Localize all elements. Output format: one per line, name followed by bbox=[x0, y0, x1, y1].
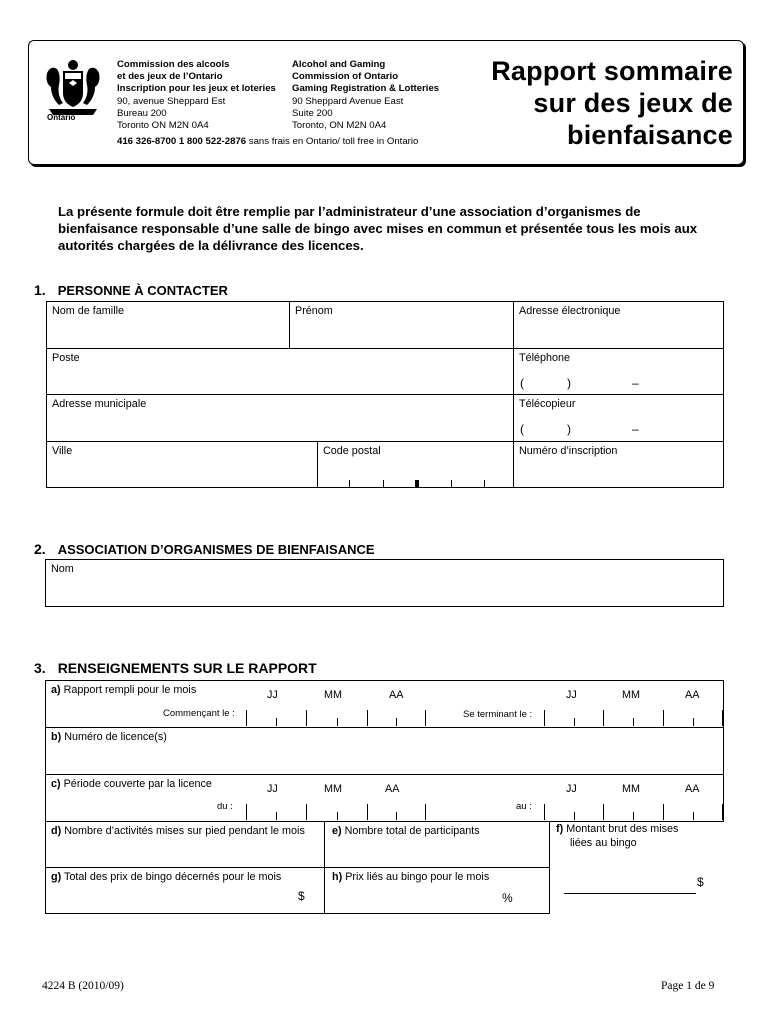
telephone-dash: – bbox=[632, 376, 639, 390]
participants-total-label bbox=[332, 825, 480, 837]
date-box-divider bbox=[633, 812, 634, 820]
start-date-label: Commençant le : bbox=[163, 708, 235, 719]
date-box-divider bbox=[276, 718, 277, 726]
item-text: Période couverte par la licence bbox=[63, 778, 212, 790]
date-box-divider bbox=[544, 804, 545, 820]
logo-caption: Ontario bbox=[47, 113, 76, 122]
start-month-header: MM bbox=[324, 689, 342, 701]
item-text: Numéro de licence(s) bbox=[64, 731, 167, 743]
address-fr-line: Inscription pour les jeux et loteries bbox=[117, 83, 276, 95]
license-number-label bbox=[51, 731, 167, 743]
section1-heading bbox=[34, 282, 228, 298]
title-line: sur des jeux de bbox=[533, 88, 733, 118]
item-letter: b) bbox=[51, 731, 62, 743]
section2-number: 2. bbox=[34, 541, 46, 557]
date-box-divider bbox=[544, 710, 545, 726]
date-box-divider bbox=[396, 718, 397, 726]
item-text: Nombre d’activités mises sur pied pendant le mois bbox=[64, 825, 305, 837]
item-letter: a) bbox=[51, 684, 61, 696]
date-box-divider bbox=[425, 710, 426, 726]
header-box bbox=[28, 40, 744, 165]
item-letter: g) bbox=[51, 871, 62, 883]
telephone-label: Téléphone bbox=[519, 352, 571, 364]
address-en-line: Commission of Ontario bbox=[292, 71, 399, 83]
form-id: 4224 B (2010/09) bbox=[42, 980, 124, 992]
license-period-label bbox=[51, 778, 212, 790]
section3-number: 3. bbox=[34, 660, 46, 676]
association-name-field[interactable] bbox=[45, 559, 724, 607]
fax-paren-open: ( bbox=[520, 422, 524, 436]
gross-wagers-dollar: $ bbox=[697, 875, 704, 889]
item-text: Prix liés au bingo pour le mois bbox=[345, 871, 490, 883]
section3-title: RENSEIGNEMENTS SUR LE RAPPORT bbox=[57, 660, 317, 676]
last-name-label: Nom de famille bbox=[52, 305, 125, 317]
date-box-divider bbox=[722, 710, 723, 726]
from-day-header: JJ bbox=[267, 783, 278, 795]
date-box-divider bbox=[603, 804, 604, 820]
fax-dash: – bbox=[632, 422, 639, 436]
item-letter: e) bbox=[332, 825, 342, 837]
postal-code-divider bbox=[415, 480, 419, 488]
address-en-line: 90 Sheppard Avenue East bbox=[292, 95, 404, 107]
end-date-label: Se terminant le : bbox=[463, 709, 533, 720]
start-day-header: JJ bbox=[267, 689, 278, 701]
address-fr-line: Bureau 200 bbox=[117, 107, 167, 119]
prizes-percent-symbol: % bbox=[502, 891, 513, 905]
association-name-label: Nom bbox=[51, 563, 74, 575]
date-box-divider bbox=[246, 804, 247, 820]
prizes-total-label bbox=[51, 871, 281, 883]
section2-title: ASSOCIATION D’ORGANISMES DE BIENFAISANCE bbox=[57, 542, 375, 557]
postal-code-label: Code postal bbox=[323, 445, 381, 457]
item-letter: d) bbox=[51, 825, 62, 837]
postal-code-divider bbox=[349, 480, 350, 488]
date-box-divider bbox=[574, 718, 575, 726]
from-year-header: AA bbox=[385, 783, 400, 795]
postal-code-divider bbox=[484, 480, 485, 488]
date-box-divider bbox=[425, 804, 426, 820]
fax-paren-close: ) bbox=[567, 422, 571, 436]
date-box-divider bbox=[396, 812, 397, 820]
address-fr-line: Commission des alcools bbox=[117, 59, 230, 70]
end-month-header: MM bbox=[622, 689, 640, 701]
date-box-divider bbox=[367, 804, 368, 820]
address-en-line: Suite 200 bbox=[292, 107, 333, 119]
phone-line bbox=[117, 136, 418, 147]
date-box-divider bbox=[246, 710, 247, 726]
from-month-header: MM bbox=[324, 783, 342, 795]
telephone-paren-open: ( bbox=[520, 376, 524, 390]
page-title bbox=[491, 55, 733, 151]
date-box-divider bbox=[663, 710, 664, 726]
postal-code-divider bbox=[451, 480, 452, 488]
prizes-total-dollar: $ bbox=[298, 889, 305, 903]
street-address-label: Adresse municipale bbox=[52, 398, 147, 410]
report-month-label bbox=[51, 684, 196, 696]
date-box-divider bbox=[276, 812, 277, 820]
address-english bbox=[292, 59, 439, 132]
to-day-header: JJ bbox=[566, 783, 577, 795]
date-box-divider bbox=[306, 804, 307, 820]
first-name-label: Prénom bbox=[295, 305, 333, 317]
date-box-divider bbox=[722, 804, 723, 820]
extension-field[interactable] bbox=[46, 348, 514, 395]
section2-heading bbox=[34, 541, 375, 557]
end-day-header: JJ bbox=[566, 689, 577, 701]
date-box-divider bbox=[603, 710, 604, 726]
from-label: du : bbox=[217, 801, 233, 812]
address-fr-line: et des jeux de l’Ontario bbox=[117, 71, 223, 83]
extension-label: Poste bbox=[52, 352, 80, 364]
date-box-divider bbox=[367, 710, 368, 726]
end-year-header: AA bbox=[685, 689, 700, 701]
address-en-line: Alcohol and Gaming bbox=[292, 59, 386, 70]
date-box-divider bbox=[306, 710, 307, 726]
item-text: Nombre total de participants bbox=[344, 825, 480, 837]
address-french bbox=[117, 59, 276, 132]
date-box-divider bbox=[574, 812, 575, 820]
title-line: bienfaisance bbox=[567, 120, 733, 150]
item-letter: h) bbox=[332, 871, 343, 883]
start-year-header: AA bbox=[389, 689, 404, 701]
item-text: Rapport rempli pour le mois bbox=[63, 684, 197, 696]
fax-label: Télécopieur bbox=[519, 398, 576, 410]
email-label: Adresse électronique bbox=[519, 305, 621, 317]
item-letter: c) bbox=[51, 778, 61, 790]
section3-heading bbox=[34, 660, 317, 676]
page-number: Page 1 de 9 bbox=[661, 980, 715, 992]
to-month-header: MM bbox=[622, 783, 640, 795]
intro-paragraph: La présente formule doit être remplie par l’administrateur d’une association d’organismes de bienfaisance responsable d’une salle de bingo avec mises en commun et présentée tous les mois aux autorités chargées de la délivrance des licences. bbox=[58, 204, 698, 253]
item-letter: f) bbox=[556, 823, 564, 835]
phone-note: sans frais en Ontario/ toll free in Ontario bbox=[246, 136, 419, 147]
activities-count-label bbox=[51, 825, 305, 837]
date-box-divider bbox=[663, 804, 664, 820]
date-box-divider bbox=[337, 812, 338, 820]
item-text: Total des prix de bingo décernés pour le mois bbox=[64, 871, 282, 883]
to-year-header: AA bbox=[685, 783, 700, 795]
title-line: Rapport sommaire bbox=[491, 56, 733, 86]
address-en-line: Gaming Registration & Lotteries bbox=[292, 83, 440, 95]
phone-numbers: 416 326-8700 1 800 522-2876 bbox=[117, 136, 247, 147]
gross-wagers-label-line2: liées au bingo bbox=[570, 837, 637, 849]
address-en-line: Toronto, ON M2N 0A4 bbox=[292, 120, 387, 132]
gross-wagers-input-line[interactable] bbox=[564, 893, 696, 894]
date-box-divider bbox=[693, 812, 694, 820]
address-fr-line: Toronto ON M2N 0A4 bbox=[117, 120, 209, 132]
registration-number-label: Numéro d’inscription bbox=[519, 445, 618, 457]
date-box-divider bbox=[693, 718, 694, 726]
address-fr-line: 90, avenue Sheppard Est bbox=[117, 95, 226, 107]
item-text: Montant brut des mises bbox=[566, 823, 679, 835]
prizes-percent-label bbox=[332, 871, 489, 883]
telephone-paren-close: ) bbox=[567, 376, 571, 390]
date-box-divider bbox=[337, 718, 338, 726]
section1-number: 1. bbox=[34, 282, 46, 298]
postal-code-divider bbox=[383, 480, 384, 488]
date-box-divider bbox=[633, 718, 634, 726]
gross-wagers-label bbox=[556, 823, 678, 835]
city-field[interactable] bbox=[46, 441, 318, 488]
section1-title: PERSONNE À CONTACTER bbox=[57, 283, 228, 298]
to-label: au : bbox=[516, 801, 532, 812]
city-label: Ville bbox=[52, 445, 73, 457]
